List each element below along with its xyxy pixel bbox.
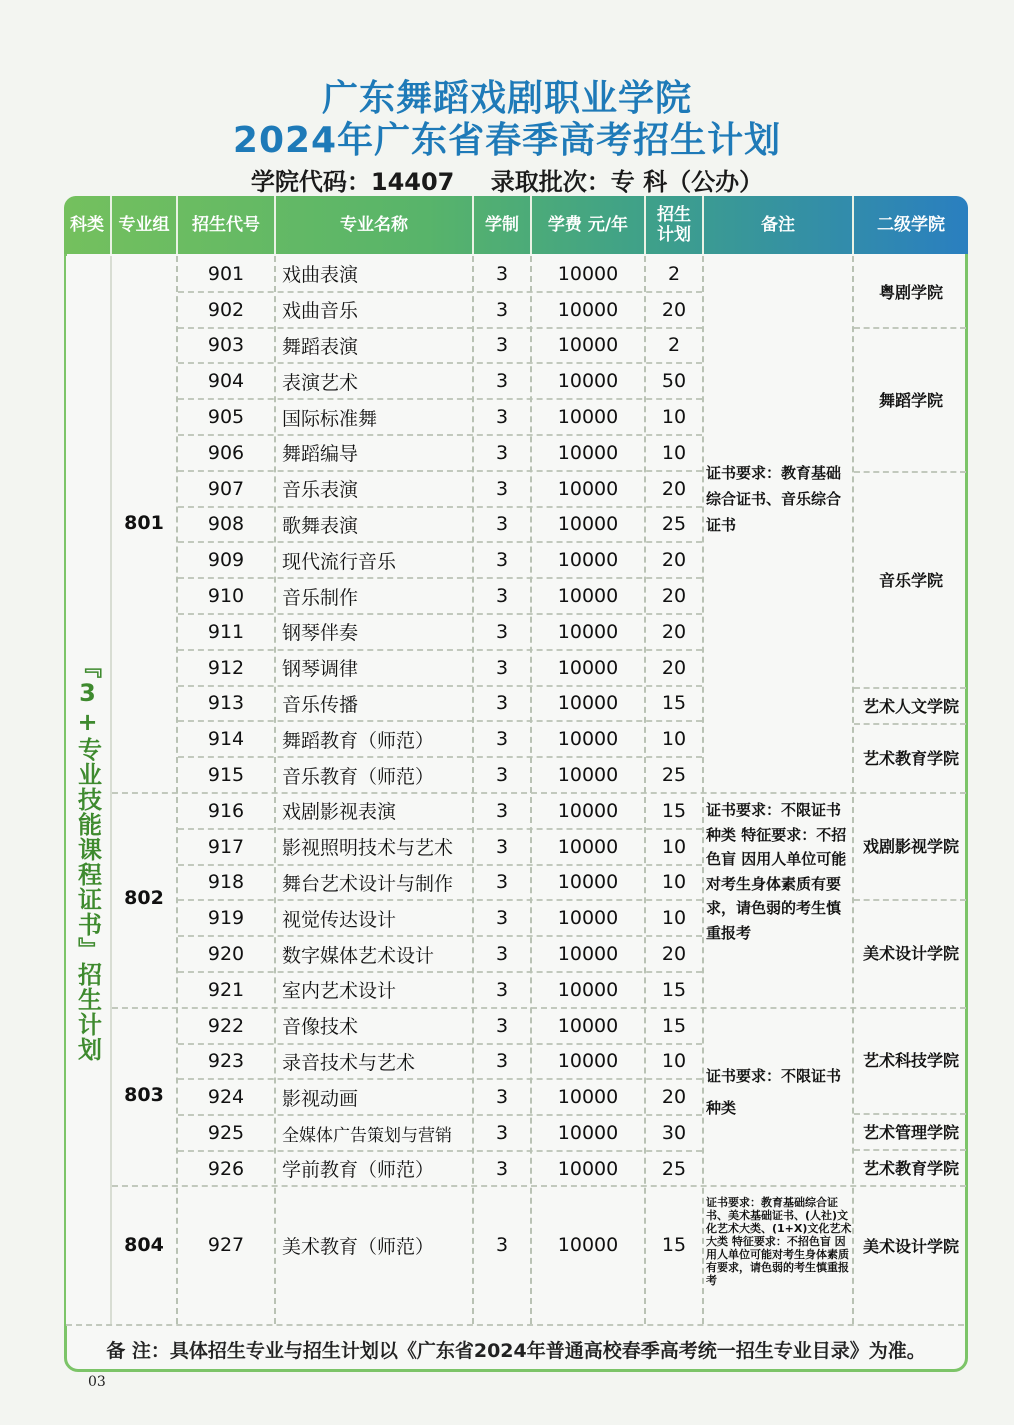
column-divider <box>472 256 474 1324</box>
cell-major-name: 音乐制作 <box>282 586 359 609</box>
cell-years: 3 <box>495 907 509 930</box>
cell-years: 3 <box>495 1086 509 1109</box>
cell-years: 3 <box>495 298 509 321</box>
cell-fee: 10000 <box>557 513 619 536</box>
column-divider <box>274 256 276 1324</box>
header-group: 专业组 <box>118 215 170 235</box>
cell-years: 3 <box>495 943 509 966</box>
cell-code: 909 <box>207 549 245 572</box>
cell-years: 3 <box>495 978 509 1001</box>
header-years: 学制 <box>485 215 519 235</box>
cell-major-name: 歌舞表演 <box>282 514 359 537</box>
cell-major-name: 现代流行音乐 <box>282 550 397 573</box>
header-divider <box>472 196 474 254</box>
cell-years: 3 <box>495 764 509 787</box>
cell-major-name: 美术教育（师范） <box>282 1235 435 1258</box>
cell-years: 3 <box>495 1157 509 1180</box>
footer-note: 备 注：具体招生专业与招生计划以《广东省2024年普通高校春季高考统一招生专业目录》为准。 <box>106 1340 926 1362</box>
row-divider <box>178 899 702 901</box>
column-divider <box>702 256 704 1324</box>
category-label: 『3+专业技能课程证书』招生计划 <box>73 654 102 1062</box>
cell-plan: 20 <box>661 549 687 572</box>
cell-major-name: 音乐教育（师范） <box>282 765 435 788</box>
cell-major-name: 全媒体广告策划与营销 <box>282 1125 452 1146</box>
cell-major-name: 影视照明技术与艺术 <box>282 837 454 860</box>
column-divider <box>530 256 532 1324</box>
cell-fee: 10000 <box>557 334 619 357</box>
cell-plan: 10 <box>661 907 687 930</box>
cell-fee: 10000 <box>557 298 619 321</box>
remark-802: 证书要求：不限证书种类 特征要求：不招色盲 因用人单位可能对考生身体素质有要求，请色弱的考生慎重报考 <box>706 801 847 942</box>
cell-code: 923 <box>207 1050 245 1073</box>
row-divider <box>112 1185 966 1187</box>
cell-fee: 10000 <box>557 406 619 429</box>
enrollment-table <box>64 196 968 1372</box>
header-college: 二级学院 <box>877 215 945 235</box>
cell-major-name: 数字媒体艺术设计 <box>282 944 435 967</box>
cell-major-name: 舞蹈教育（师范） <box>282 729 435 752</box>
cell-plan: 30 <box>661 1122 687 1145</box>
cell-code: 902 <box>207 298 245 321</box>
row-divider <box>178 613 702 615</box>
cell-plan: 20 <box>661 298 687 321</box>
cell-years: 3 <box>495 441 509 464</box>
cell-major-name: 钢琴调律 <box>282 658 359 681</box>
cell-code: 911 <box>207 620 245 643</box>
category-column <box>66 256 112 1326</box>
cell-plan: 15 <box>661 799 687 822</box>
admission-batch: 录取批次：专 科（公办） <box>490 168 764 196</box>
remark-803: 证书要求：不限证书种类 <box>706 1067 842 1117</box>
cell-code: 903 <box>207 334 245 357</box>
college-dance: 舞蹈学院 <box>878 390 943 410</box>
cell-years: 3 <box>495 1234 509 1256</box>
title-plan: 2024年广东省春季高考招生计划 <box>232 120 782 161</box>
cell-fee: 10000 <box>557 585 619 608</box>
row-divider <box>178 398 702 400</box>
cell-major-name: 舞蹈编导 <box>282 443 359 466</box>
cell-code: 927 <box>207 1234 245 1256</box>
row-divider <box>178 506 702 508</box>
header-fee: 学费 元/年 <box>547 215 629 235</box>
cell-code: 908 <box>207 513 245 536</box>
cell-years: 3 <box>495 1014 509 1037</box>
row-divider <box>178 1078 702 1080</box>
cell-code: 925 <box>207 1122 245 1145</box>
row-divider <box>178 864 702 866</box>
row-divider <box>178 327 702 329</box>
cell-plan: 10 <box>661 406 687 429</box>
cell-plan: 15 <box>661 978 687 1001</box>
cell-plan: 20 <box>661 585 687 608</box>
subtitle <box>0 162 1014 197</box>
header-plan: 招生计划 <box>657 205 691 245</box>
group-804: 804 <box>124 1234 164 1256</box>
cell-fee: 10000 <box>557 1014 619 1037</box>
cell-fee: 10000 <box>557 1157 619 1180</box>
row-divider <box>178 1043 702 1045</box>
table-bottom-line <box>66 1324 964 1326</box>
header-category: 科类 <box>70 215 104 235</box>
row-divider <box>178 1150 702 1152</box>
cell-fee: 10000 <box>557 907 619 930</box>
cell-plan: 25 <box>661 764 687 787</box>
cell-plan: 10 <box>661 835 687 858</box>
cell-code: 914 <box>207 728 245 751</box>
header-divider <box>274 196 276 254</box>
college-music: 音乐学院 <box>878 570 943 590</box>
cell-years: 3 <box>495 692 509 715</box>
cell-plan: 20 <box>661 656 687 679</box>
page-number: 03 <box>88 1374 106 1390</box>
college-arts-management: 艺术管理学院 <box>862 1122 959 1142</box>
college-code: 学院代码：14407 <box>250 168 455 196</box>
cell-fee: 10000 <box>557 871 619 894</box>
college-arts-education-2: 艺术教育学院 <box>862 1158 959 1178</box>
cell-years: 3 <box>495 262 509 285</box>
cell-years: 3 <box>495 1122 509 1145</box>
cell-major-name: 视觉传达设计 <box>282 908 397 931</box>
header-divider <box>110 196 112 254</box>
cell-plan: 25 <box>661 513 687 536</box>
college-fine-arts-design: 美术设计学院 <box>862 943 959 963</box>
cell-fee: 10000 <box>557 978 619 1001</box>
header-code: 招生代号 <box>192 215 260 235</box>
cell-plan: 20 <box>661 477 687 500</box>
row-divider <box>178 649 702 651</box>
cell-fee: 10000 <box>557 943 619 966</box>
cell-major-name: 钢琴伴奏 <box>282 622 359 645</box>
remark-801: 证书要求：教育基础综合证书、音乐综合证书 <box>706 464 842 534</box>
cell-years: 3 <box>495 477 509 500</box>
header-divider <box>176 196 178 254</box>
cell-fee: 10000 <box>557 620 619 643</box>
cell-fee: 10000 <box>557 728 619 751</box>
cell-code: 913 <box>207 692 245 715</box>
column-divider <box>176 256 178 1324</box>
cell-major-name: 室内艺术设计 <box>282 980 397 1003</box>
row-divider <box>178 756 702 758</box>
cell-plan: 15 <box>661 1234 687 1256</box>
group-803: 803 <box>124 1084 164 1106</box>
cell-code: 901 <box>207 262 245 285</box>
cell-major-name: 舞台艺术设计与制作 <box>282 872 454 895</box>
cell-plan: 15 <box>661 692 687 715</box>
cell-major-name: 表演艺术 <box>282 371 359 394</box>
cell-fee: 10000 <box>557 1086 619 1109</box>
cell-major-name: 音乐传播 <box>282 693 359 716</box>
group-802: 802 <box>124 887 164 909</box>
cell-years: 3 <box>495 799 509 822</box>
college-arts-education: 艺术教育学院 <box>862 748 959 768</box>
header-divider <box>644 196 646 254</box>
cell-fee: 10000 <box>557 1122 619 1145</box>
row-divider <box>178 935 702 937</box>
group-801: 801 <box>124 512 164 534</box>
row-divider <box>178 720 702 722</box>
cell-fee: 10000 <box>557 262 619 285</box>
cell-fee: 10000 <box>557 441 619 464</box>
cell-plan: 25 <box>661 1157 687 1180</box>
college-fine-arts-design-2: 美术设计学院 <box>862 1236 959 1256</box>
cell-plan: 20 <box>661 943 687 966</box>
header-name: 专业名称 <box>340 215 408 235</box>
cell-years: 3 <box>495 835 509 858</box>
cell-years: 3 <box>495 585 509 608</box>
college-yueju: 粤剧学院 <box>878 282 943 302</box>
cell-code: 907 <box>207 477 245 500</box>
cell-years: 3 <box>495 406 509 429</box>
cell-plan: 10 <box>661 441 687 464</box>
cell-plan: 50 <box>661 370 687 393</box>
cell-fee: 10000 <box>557 799 619 822</box>
cell-code: 924 <box>207 1086 245 1109</box>
row-divider <box>178 541 702 543</box>
cell-years: 3 <box>495 871 509 894</box>
cell-major-name: 戏曲表演 <box>282 264 359 287</box>
cell-years: 3 <box>495 656 509 679</box>
cell-code: 906 <box>207 441 245 464</box>
cell-plan: 10 <box>661 871 687 894</box>
cell-years: 3 <box>495 513 509 536</box>
cell-fee: 10000 <box>557 1234 619 1256</box>
row-divider <box>178 291 702 293</box>
row-divider <box>178 971 702 973</box>
cell-code: 918 <box>207 871 245 894</box>
cell-years: 3 <box>495 370 509 393</box>
cell-years: 3 <box>495 620 509 643</box>
row-divider <box>178 828 702 830</box>
cell-code: 922 <box>207 1014 245 1037</box>
row-divider <box>178 434 702 436</box>
cell-major-name: 舞蹈表演 <box>282 335 359 358</box>
cell-code: 921 <box>207 978 245 1001</box>
cell-major-name: 录音技术与艺术 <box>282 1051 416 1074</box>
cell-fee: 10000 <box>557 656 619 679</box>
header-divider <box>702 196 704 254</box>
cell-major-name: 戏剧影视表演 <box>282 801 397 824</box>
column-divider <box>644 256 646 1324</box>
row-divider <box>112 1007 966 1009</box>
cell-fee: 10000 <box>557 549 619 572</box>
college-drama-film: 戏剧影视学院 <box>862 836 959 856</box>
cell-major-name: 国际标准舞 <box>282 407 378 430</box>
cell-code: 915 <box>207 764 245 787</box>
header-divider <box>530 196 532 254</box>
cell-code: 916 <box>207 799 245 822</box>
row-divider <box>178 1114 702 1116</box>
cell-fee: 10000 <box>557 370 619 393</box>
row-divider <box>178 577 702 579</box>
cell-fee: 10000 <box>557 1050 619 1073</box>
cell-plan: 20 <box>661 1086 687 1109</box>
row-divider <box>112 792 966 794</box>
cell-fee: 10000 <box>557 764 619 787</box>
cell-code: 919 <box>207 907 245 930</box>
college-arts-humanities: 艺术人文学院 <box>862 696 959 716</box>
cell-plan: 10 <box>661 728 687 751</box>
header-remark: 备注 <box>761 215 795 235</box>
row-divider <box>178 470 702 472</box>
cell-years: 3 <box>495 549 509 572</box>
cell-major-name: 戏曲音乐 <box>282 300 359 323</box>
cell-fee: 10000 <box>557 692 619 715</box>
cell-code: 926 <box>207 1157 245 1180</box>
title-college-name: 广东舞蹈戏剧职业学院 <box>321 78 692 119</box>
cell-plan: 2 <box>667 262 681 285</box>
cell-code: 917 <box>207 835 245 858</box>
cell-code: 904 <box>207 370 245 393</box>
cell-code: 910 <box>207 585 245 608</box>
cell-plan: 15 <box>661 1014 687 1037</box>
cell-major-name: 影视动画 <box>282 1087 359 1110</box>
row-divider <box>178 685 702 687</box>
cell-plan: 2 <box>667 334 681 357</box>
cell-plan: 10 <box>661 1050 687 1073</box>
cell-fee: 10000 <box>557 835 619 858</box>
cell-code: 912 <box>207 656 245 679</box>
cell-major-name: 学前教育（师范） <box>282 1159 435 1182</box>
header-divider <box>852 196 854 254</box>
cell-major-name: 音乐表演 <box>282 479 359 502</box>
cell-years: 3 <box>495 334 509 357</box>
cell-code: 905 <box>207 406 245 429</box>
cell-major-name: 音像技术 <box>282 1016 359 1039</box>
remark-804: 证书要求：教育基础综合证书、美术基础证书、(人社)文化艺术大类、(1+X)文化艺术大类 特征要求：不招色盲 因用人单位可能对考生身体素质有要求，请色弱的考生慎重报考 <box>706 1196 852 1287</box>
college-arts-technology: 艺术科技学院 <box>862 1050 959 1070</box>
cell-plan: 20 <box>661 620 687 643</box>
row-divider <box>178 362 702 364</box>
cell-code: 920 <box>207 943 245 966</box>
cell-fee: 10000 <box>557 477 619 500</box>
cell-years: 3 <box>495 728 509 751</box>
cell-years: 3 <box>495 1050 509 1073</box>
